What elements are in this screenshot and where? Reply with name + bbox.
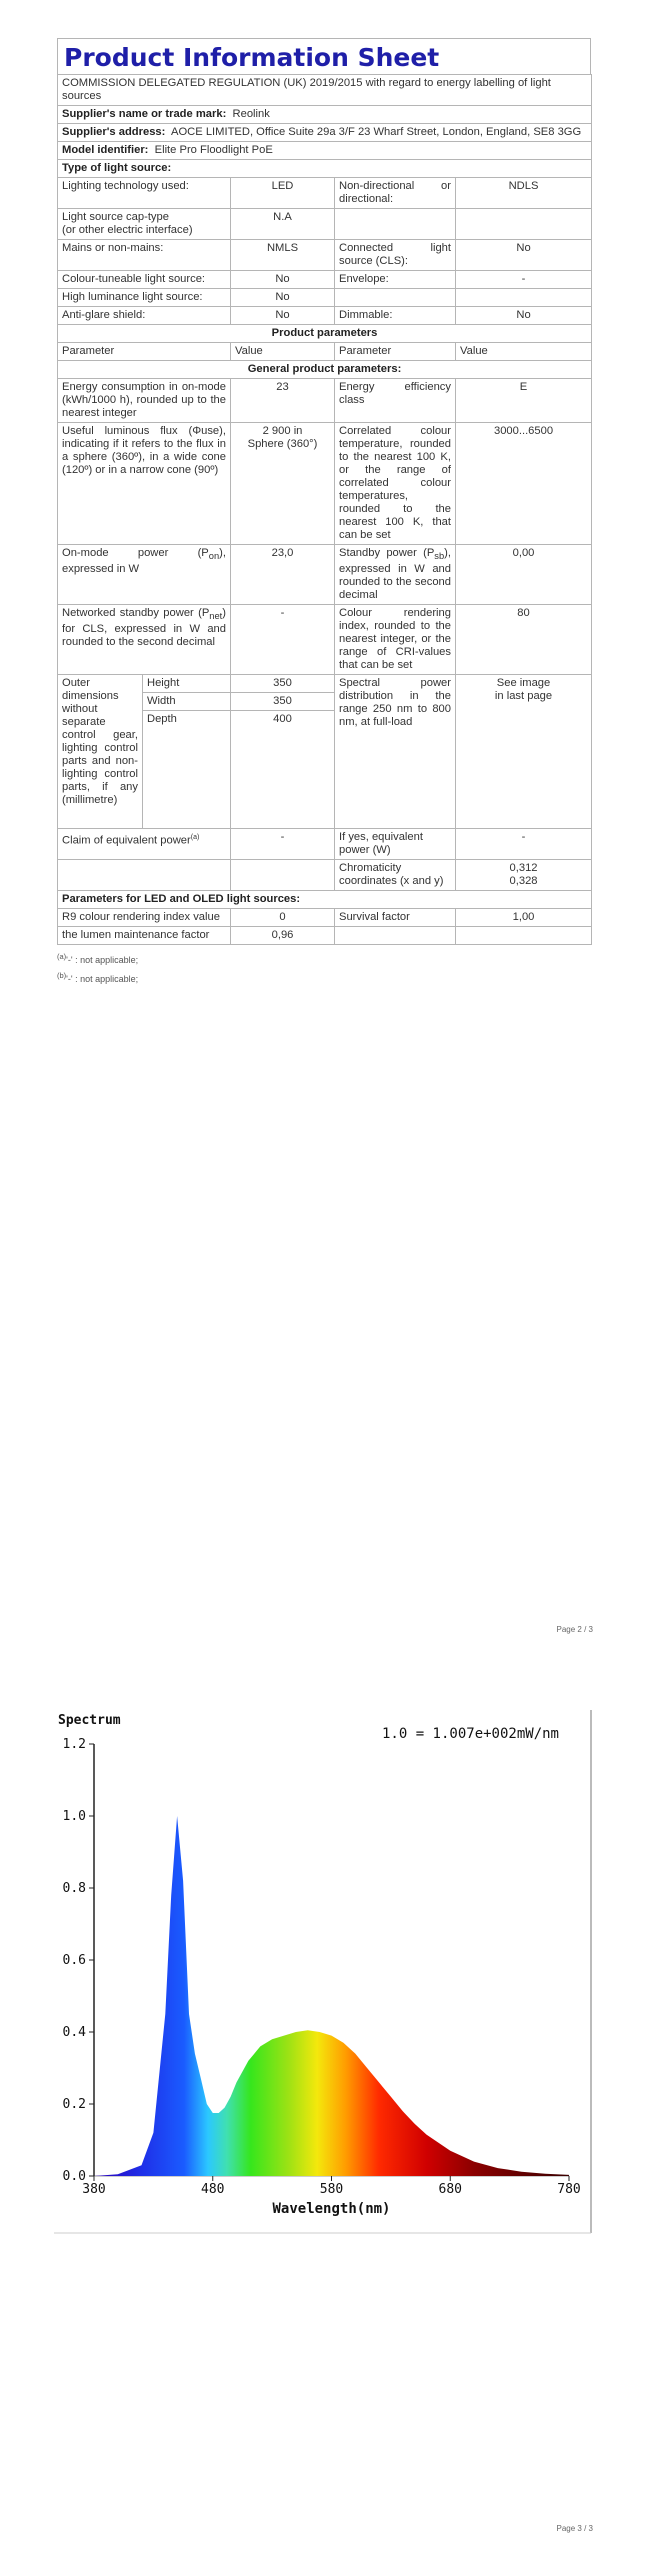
y-tick-label: 0.0	[62, 2169, 86, 2184]
column-header-parameter: Parameter	[58, 343, 231, 361]
equivalent-power-claim-value: -	[231, 829, 335, 860]
supplier-name-value: Reolink	[232, 108, 270, 120]
y-tick-label: 0.2	[62, 2097, 86, 2112]
supplier-address-row	[58, 124, 592, 142]
empty-cell	[335, 209, 456, 240]
x-tick-label: 580	[319, 2182, 344, 2197]
empty-cell	[456, 927, 592, 945]
supplier-address-value: AOCE LIMITED, Office Suite 29a 3/F 23 Wharf Street, London, England, SE8 3GG	[171, 126, 582, 138]
high-luminance-label: High luminance light source:	[58, 289, 231, 307]
energy-consumption-value: 23	[231, 379, 335, 423]
depth-value: 400	[231, 711, 335, 829]
standby-subscript: sb	[434, 551, 445, 562]
footnote-b-text: '-' : not applicable;	[66, 974, 139, 985]
regulation-subtitle: COMMISSION DELEGATED REGULATION (UK) 2019/2015 with regard to energy labelling of light sources	[58, 75, 592, 106]
chromaticity-x: 0,312	[509, 862, 538, 875]
mains-value: NMLS	[231, 240, 335, 271]
on-mode-power-value: 23,0	[231, 545, 335, 605]
cap-type-label-line1: Light source cap-type	[62, 211, 169, 223]
r9-value: 0	[231, 909, 335, 927]
envelope-value: -	[456, 271, 592, 289]
energy-class-label: Energy efficiency class	[335, 379, 456, 423]
high-luminance-value: No	[231, 289, 335, 307]
lumen-maintenance-label: the lumen maintenance factor	[58, 927, 231, 945]
networked-standby-text: Networked standby power (P	[62, 607, 210, 620]
type-heading: Type of light source:	[58, 160, 592, 178]
energy-class-value: E	[456, 379, 592, 423]
lighting-tech-label: Lighting technology used:	[58, 178, 231, 209]
colour-tuneable-value: No	[231, 271, 335, 289]
product-parameters-heading: Product parameters	[58, 325, 592, 343]
x-tick-label: 480	[201, 2182, 225, 2197]
claim-footnote-mark: (a)	[190, 834, 200, 842]
directional-value: NDLS	[456, 178, 592, 209]
networked-standby-text-end: ) for CLS, expressed in W and rounded to the second decimal	[62, 607, 226, 649]
supplier-address-label: Supplier's address:	[62, 126, 166, 138]
footnotes	[57, 949, 591, 987]
equivalent-power-label: If yes, equivalent power (W)	[335, 829, 456, 860]
equivalent-power-value: -	[456, 829, 592, 860]
cct-label: Correlated colour temperature, rounded to the nearest 100 K, or the range of correlated colour temperatures, rounded to the nearest 100 K, that can be set	[335, 423, 456, 545]
model-row	[58, 142, 592, 160]
outer-dimensions-label: Outer dimensions without separate control gear, lighting control parts and non-lighting control parts, if any (millimetre)	[58, 675, 143, 829]
standby-power-label	[335, 545, 456, 605]
survival-factor-value: 1,00	[456, 909, 592, 927]
on-mode-power-text-end: ), expressed in W	[62, 547, 226, 576]
y-tick-label: 0.4	[62, 2025, 86, 2040]
x-tick-label: 380	[82, 2182, 106, 2197]
height-label: Height	[143, 675, 231, 693]
claim-text: Claim of equivalent power	[62, 834, 191, 847]
anti-glare-value: No	[231, 307, 335, 325]
supplier-name-row	[58, 106, 592, 124]
spectral-distribution-label: Spectral power distribution in the range 250 nm to 800 nm, at full-load	[335, 675, 456, 829]
empty-cell	[231, 860, 335, 891]
footnote-a-text: '-' : not applicable;	[66, 955, 139, 966]
column-header-parameter: Parameter	[335, 343, 456, 361]
on-mode-power-text: On-mode power (P	[62, 547, 209, 559]
luminous-flux-value-line1: 2 900 in	[262, 425, 303, 437]
spectrum-area	[94, 1816, 569, 2176]
standby-power-text-end: ), expressed in W and rounded to the second decimal	[339, 547, 451, 602]
chart-annotation: 1.0 = 1.007e+002mW/nm	[381, 1726, 559, 1742]
empty-cell	[335, 927, 456, 945]
page-title: Product Information Sheet	[57, 38, 591, 74]
footnote-b-mark: (b)	[57, 971, 67, 981]
supplier-name-label: Supplier's name or trade mark:	[62, 108, 227, 120]
networked-standby-label	[58, 605, 231, 675]
chromaticity-label: Chromaticity coordinates (x and y)	[335, 860, 456, 891]
empty-cell	[58, 860, 231, 891]
height-value: 350	[231, 675, 335, 693]
width-value: 350	[231, 693, 335, 711]
y-tick-label: 1.0	[62, 1809, 86, 1824]
dimmable-label: Dimmable:	[335, 307, 456, 325]
info-table	[57, 74, 592, 945]
luminous-flux-value-line2: Sphere (360°)	[247, 438, 318, 450]
luminous-flux-label: Useful luminous flux (Φuse), indicating if it refers to the flux in a sphere (360º), in a wide cone (120º) or in a narrow cone (90º)	[58, 423, 231, 545]
cri-value: 80	[456, 605, 592, 675]
x-tick-label: 680	[438, 2182, 462, 2197]
spectral-distribution-value	[456, 675, 592, 829]
cap-type-label-line2: (or other electric interface)	[62, 224, 193, 236]
depth-label: Depth	[143, 711, 231, 829]
column-header-value: Value	[231, 343, 335, 361]
empty-cell	[456, 209, 592, 240]
width-label: Width	[143, 693, 231, 711]
networked-subscript: net	[209, 611, 223, 622]
x-axis-label: Wavelength(nm)	[272, 2201, 391, 2217]
mains-label: Mains or non-mains:	[58, 240, 231, 271]
on-mode-power-label	[58, 545, 231, 605]
product-information-sheet	[57, 38, 591, 987]
energy-consumption-label: Energy consumption in on-mode (kWh/1000 h), rounded up to the nearest integer	[58, 379, 231, 423]
y-tick-label: 0.8	[62, 1881, 86, 1896]
chart-title: Spectrum	[58, 1713, 121, 1728]
footnote-a-mark: (a)	[57, 952, 67, 962]
cri-label: Colour rendering index, rounded to the nearest integer, or the range of CRI-values that can be set	[335, 605, 456, 675]
spectral-value-line1: See image	[496, 677, 551, 690]
colour-tuneable-label: Colour-tuneable light source:	[58, 271, 231, 289]
chromaticity-y: 0,328	[509, 875, 538, 888]
spectral-value-line2: in last page	[494, 690, 553, 703]
standby-power-text: Standby power (P	[339, 547, 435, 559]
cap-type-value: N.A	[231, 209, 335, 240]
cls-value: No	[456, 240, 592, 271]
cap-type-label	[58, 209, 231, 240]
page-number: Page 2 / 3	[556, 1625, 593, 1634]
cls-label: Connected light source (CLS):	[335, 240, 456, 271]
cct-value: 3000...6500	[456, 423, 592, 545]
anti-glare-label: Anti-glare shield:	[58, 307, 231, 325]
empty-cell	[456, 289, 592, 307]
luminous-flux-value	[231, 423, 335, 545]
networked-standby-value: -	[231, 605, 335, 675]
model-label: Model identifier:	[62, 144, 149, 156]
standby-power-value: 0,00	[456, 545, 592, 605]
lighting-tech-value: LED	[231, 178, 335, 209]
r9-label: R9 colour rendering index value	[58, 909, 231, 927]
x-tick-label: 780	[557, 2182, 581, 2197]
chromaticity-value	[456, 860, 592, 891]
spectrum-chart-svg	[54, 1708, 595, 2238]
dimmable-value: No	[456, 307, 592, 325]
equivalent-power-claim-label	[58, 829, 231, 860]
y-tick-label: 0.6	[62, 1953, 86, 1968]
y-tick-label: 1.2	[62, 1737, 86, 1752]
spectrum-chart	[54, 1708, 595, 2238]
page-number: Page 3 / 3	[556, 2524, 593, 2533]
envelope-label: Envelope:	[335, 271, 456, 289]
led-parameters-heading: Parameters for LED and OLED light sources:	[58, 891, 592, 909]
on-mode-subscript: on	[208, 551, 220, 562]
footnote-b	[57, 968, 591, 987]
general-parameters-heading: General product parameters:	[58, 361, 592, 379]
directional-label: Non-directional or directional:	[335, 178, 456, 209]
column-header-value: Value	[456, 343, 592, 361]
empty-cell	[335, 289, 456, 307]
lumen-maintenance-value: 0,96	[231, 927, 335, 945]
model-value: Elite Pro Floodlight PoE	[154, 144, 273, 156]
survival-factor-label: Survival factor	[335, 909, 456, 927]
footnote-a	[57, 949, 591, 968]
